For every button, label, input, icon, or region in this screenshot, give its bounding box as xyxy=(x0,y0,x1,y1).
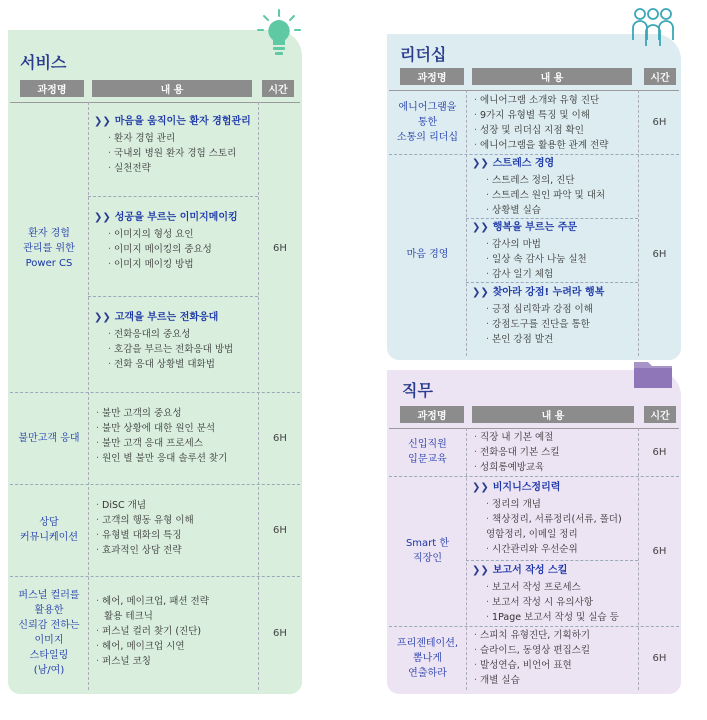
service-row-items xyxy=(96,594,209,669)
service-header-rule xyxy=(10,102,300,103)
duty-row-divider xyxy=(389,476,679,477)
list-item: · 이미지 메이킹 방법 xyxy=(94,257,238,272)
service-row-time: 6H xyxy=(273,242,287,254)
duty-header-rule xyxy=(389,428,679,429)
duty-group xyxy=(472,563,619,625)
duty-header-content: 내 용 xyxy=(472,406,634,423)
duty-row-time: 6H xyxy=(652,545,667,557)
leadership-row-time: 6H xyxy=(652,116,667,128)
duty-title: 직무 xyxy=(402,381,433,400)
service-row-course: 불만고객 응대 xyxy=(18,432,80,444)
service-col-divider-1 xyxy=(88,102,89,690)
list-item: · 개별 실습 xyxy=(474,673,590,688)
list-item: · 상황별 실습 xyxy=(472,203,605,218)
duty-header-time: 시간 xyxy=(644,406,676,423)
list-item: · 성희롱예방교육 xyxy=(474,460,560,475)
leadership-title: 리더십 xyxy=(400,45,447,64)
list-item: · 불만 상황에 대한 원인 분석 xyxy=(96,421,227,436)
duty-group-divider xyxy=(466,560,638,561)
service-row-divider xyxy=(10,576,300,577)
people-group-icon xyxy=(630,6,676,56)
list-item: · 시간관리와 우선순위 xyxy=(472,542,622,557)
leadership-header-content: 내 용 xyxy=(472,68,632,85)
service-row-course: 상담 커뮤니케이션 xyxy=(20,517,78,543)
leadership-row-items xyxy=(474,93,608,153)
list-item: · 긍정 심리학과 강점 이해 xyxy=(472,302,604,317)
list-item: · 전화응대 기본 스킬 xyxy=(474,445,560,460)
list-item: · 책상정리, 서류정리(서류, 폴더) xyxy=(472,512,622,527)
list-item: · 원인 별 불만 응대 솔루션 찾기 xyxy=(96,451,227,466)
service-title: 서비스 xyxy=(20,53,67,72)
list-item-continuation: 활용 테크닉 xyxy=(104,611,153,622)
duty-row-items xyxy=(474,430,560,475)
duty-group xyxy=(472,480,622,557)
group-heading: ❯❯ 보고서 작성 스킬 xyxy=(472,565,568,576)
leadership-header-rule xyxy=(389,90,679,91)
list-item: · 감사 일기 체험 xyxy=(472,267,587,282)
service-row-course: 환자 경험 관리를 위한 Power CS xyxy=(23,227,75,269)
list-item: · 성장 및 리더십 지점 확인 xyxy=(474,123,608,138)
group-heading: ❯❯ 고객을 부르는 전화응대 xyxy=(94,312,219,323)
service-row-divider xyxy=(10,484,300,485)
list-item: · 9가지 유형별 특징 및 이해 xyxy=(474,108,608,123)
leadership-row-divider xyxy=(389,154,679,155)
list-item: · 슬라이드, 동영상 편집스킬 xyxy=(474,643,590,658)
list-item: · 국내외 병원 환자 경험 스토리 xyxy=(94,146,251,161)
group-heading: ❯❯ 마음을 움직이는 환자 경험관리 xyxy=(94,116,251,127)
group-heading: ❯❯ 비지니스정리력 xyxy=(472,482,561,493)
service-row-items xyxy=(96,498,194,558)
group-heading: ❯❯ 스트레스 경영 xyxy=(472,158,555,169)
leadership-row-course: 에니어그램을 통한 소통의 리더십 xyxy=(396,101,459,143)
list-item: · 불만 고객의 중요성 xyxy=(96,406,227,421)
list-item: · 실천전략 xyxy=(94,161,251,176)
service-row-items xyxy=(96,406,227,466)
folder-icon xyxy=(632,356,674,394)
list-item: · 환자 경험 관리 xyxy=(94,131,251,146)
duty-row-time: 6H xyxy=(652,652,667,664)
list-item: · 강점도구를 진단을 통한 xyxy=(472,317,604,332)
service-group xyxy=(94,210,238,272)
leadership-group xyxy=(472,156,605,218)
list-item: · 1Page 보고서 작성 및 실습 등 xyxy=(472,610,619,625)
list-item: · 에니어그램을 활용한 관계 전략 xyxy=(474,138,608,153)
list-item: · 직장 내 기본 예절 xyxy=(474,430,560,445)
group-heading: ❯❯ 성공을 부르는 이미지메이킹 xyxy=(94,212,238,223)
list-item: · 전화 응대 상황별 대화법 xyxy=(94,357,233,372)
list-item: · 스피치 유형진단, 기획하기 xyxy=(474,628,590,643)
list-item: · 이미지의 형성 요인 xyxy=(94,227,238,242)
list-item: · 유형별 대화의 특징 xyxy=(96,528,194,543)
list-item: · 효과적인 상담 전략 xyxy=(96,543,194,558)
group-heading: ❯❯ 찾아라 강점! 누려라 행복 xyxy=(472,287,605,298)
leadership-group xyxy=(472,285,604,347)
list-item: · 본인 강점 발견 xyxy=(472,332,604,347)
list-item: · DiSC 개념 xyxy=(96,498,194,513)
duty-row-course: 신입직원 입문교육 xyxy=(408,439,447,465)
list-item-continuation: 영함정리, 이메일 정리 xyxy=(486,529,578,540)
service-row-divider xyxy=(10,392,300,393)
leadership-row-course: 마음 경영 xyxy=(406,248,449,260)
leadership-header-course: 과정명 xyxy=(400,68,464,85)
group-heading: ❯❯ 행복을 부르는 주문 xyxy=(472,222,578,233)
service-group xyxy=(94,114,251,176)
leadership-group-divider xyxy=(466,282,638,283)
service-row-time: 6H xyxy=(273,432,287,444)
duty-row-divider xyxy=(389,626,679,627)
leadership-header-time: 시간 xyxy=(644,68,676,85)
duty-row-time: 6H xyxy=(652,446,667,458)
list-item: · 정리의 개념 xyxy=(472,497,622,512)
list-item: · 일상 속 감사 나눔 실천 xyxy=(472,252,587,267)
service-header-content: 내 용 xyxy=(92,80,252,97)
duty-header-course: 과정명 xyxy=(400,406,464,423)
list-item: · 전화응대의 중요성 xyxy=(94,327,233,342)
list-item: · 고객의 행동 유형 이해 xyxy=(96,513,194,528)
leadership-row-time: 6H xyxy=(652,248,667,260)
service-header-time: 시간 xyxy=(262,80,294,97)
leadership-group xyxy=(472,220,587,282)
leadership-col-divider-1 xyxy=(466,90,467,356)
duty-row-items xyxy=(474,628,590,688)
service-group-divider xyxy=(88,196,258,197)
duty-row-course: Smart 한 직장인 xyxy=(405,538,450,564)
list-item: · 감사의 마법 xyxy=(472,237,587,252)
list-item: · 헤어, 메이크업 시연 xyxy=(96,639,209,654)
list-item: · 호감을 부르는 전화응대 방법 xyxy=(94,342,233,357)
duty-col-divider-1 xyxy=(466,428,467,690)
list-item: · 발성연습, 비언어 표현 xyxy=(474,658,590,673)
service-group-divider xyxy=(88,296,258,297)
list-item: · 퍼스널 컬러 찾기 (진단) xyxy=(96,624,209,639)
duty-row-course: 프리젠테이션, 뽐나게 연출하라 xyxy=(396,637,459,679)
service-row-time: 6H xyxy=(273,627,287,639)
list-item: · 스트레스 원인 파악 및 대처 xyxy=(472,188,605,203)
list-item: · 보고서 작성 프로세스 xyxy=(472,580,619,595)
list-item: · 보고서 작성 시 유의사항 xyxy=(472,595,619,610)
service-row-course: 퍼스널 컬러를 활용한 신뢰감 전하는 이미지 스타일링 (남/여) xyxy=(18,590,80,676)
list-item: · 스트레스 정의, 진단 xyxy=(472,173,605,188)
list-item: · 불만 고객 응대 프로세스 xyxy=(96,436,227,451)
list-item: · 퍼스널 코칭 xyxy=(96,654,209,669)
leadership-group-divider xyxy=(466,218,638,219)
service-row-time: 6H xyxy=(273,524,287,536)
list-item: · 헤어, 메이크업, 패션 전략 xyxy=(96,594,209,609)
list-item: · 이미지 메이킹의 중요성 xyxy=(94,242,238,257)
lightbulb-icon xyxy=(254,8,304,62)
service-group xyxy=(94,310,233,372)
service-header-course: 과정명 xyxy=(20,80,84,97)
list-item: · 에니어그램 소개와 유형 진단 xyxy=(474,93,608,108)
